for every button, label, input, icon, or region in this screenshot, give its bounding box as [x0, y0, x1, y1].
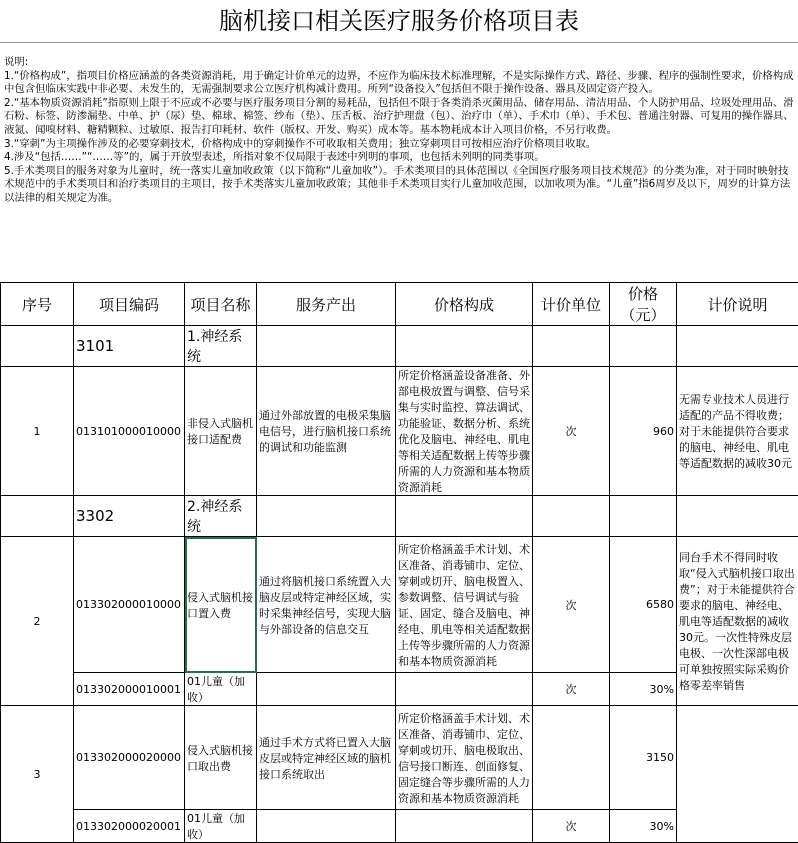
cell-name[interactable]: 非侵入式脑机接口适配费: [185, 367, 257, 496]
header-composition[interactable]: 价格构成: [396, 283, 533, 326]
cell-name[interactable]: 侵入式脑机接口取出费: [185, 706, 257, 810]
cell-code[interactable]: 013302000010001: [74, 673, 185, 706]
group-name[interactable]: 2.神经系统: [185, 496, 257, 537]
header-output[interactable]: 服务产出: [257, 283, 396, 326]
cell-price[interactable]: 6580: [610, 537, 677, 673]
group-row: [1, 496, 798, 537]
note-item: 5.手术类项目的服务对象为儿童时，统一落实儿童加收政策（以下简称“儿童加收”）。手术类项目的具体范围以《全国医疗服务项目技术规范》的分类为准，对于同时映射技术规范中的手术类项目和治疗类项目的主项目，按手术类落实儿童加收政策；其他非手术类项目实行儿童加收范围，以加收项为准。“儿童”指6周岁及以下，周岁的计算方法以法律的相关规定为准。: [4, 165, 794, 206]
cell-composition[interactable]: 所定价格涵盖设备准备、外部电极放置与调整、信号采集与实时监控、算法调试、功能验证、数据分析、系统优化及脑电、神经电、肌电等相关适配数据上传等步骤所需的人力资源和基本物质资源消耗: [396, 367, 533, 496]
cell-unit[interactable]: 次: [533, 537, 610, 673]
notes-heading: 说明:: [4, 56, 794, 70]
header-unit[interactable]: 计价单位: [533, 283, 610, 326]
group-row: [1, 326, 798, 367]
header-name[interactable]: 项目名称: [185, 283, 257, 326]
notes-section: [4, 56, 794, 206]
cell-note[interactable]: 同台手术不得同时收取“侵入式脑机接口取出费”；对于未能提供符合要求的脑电、神经电、肌电等适配数据的减收30元。一次性特殊皮层电极、一次性深部电极可单独按照实际采购价格零差率销售: [677, 537, 798, 706]
cell-unit[interactable]: 次: [533, 673, 610, 706]
header-note[interactable]: 计价说明: [677, 283, 798, 326]
cell-code[interactable]: 013302000020000: [74, 706, 185, 810]
header-code[interactable]: 项目编码: [74, 283, 185, 326]
note-item: 2.“基本物质资源消耗”指原则上限于不应或不必要与医疗服务项目分割的易耗品，包括但不限于各类消杀灭菌用品、储存用品、清洁用品、个人防护用品、垃圾处理用品、滑石粉、标签、防渗漏垫、中单、护（尿）垫、棉球、棉签、纱布（垫）、压舌板、治疗护理盘（包）、治疗巾（单）、手术巾（单）、手术包、普通注射器、可复用的操作器具、液氮、闻嗅材料、糖精颗粒、过敏原、报告打印耗材、软件（版权、开发、购买）成本等。基本物耗成本计入项目价格，不另行收费。: [4, 97, 794, 138]
table-row: [1, 537, 798, 673]
cell-output[interactable]: 通过外部放置的电极采集脑电信号，进行脑机接口系统的调试和功能监测: [257, 367, 396, 496]
cell-code[interactable]: 013101000010000: [74, 367, 185, 496]
cell-note[interactable]: 无需专业技术人员进行适配的产品不得收费；对于未能提供符合要求的脑电、神经电、肌电等适配数据的减收30元: [677, 367, 798, 496]
cell-price[interactable]: 3150: [610, 706, 677, 810]
cell-seq[interactable]: 2: [1, 537, 74, 706]
cell-price[interactable]: 30%: [610, 810, 677, 843]
table-header-row: [1, 283, 798, 326]
group-name[interactable]: 1.神经系统: [185, 326, 257, 367]
page-title: 脑机接口相关医疗服务价格项目表: [0, 0, 798, 43]
price-table: [0, 282, 798, 843]
cell-unit[interactable]: [533, 706, 610, 810]
cell-composition[interactable]: 所定价格涵盖手术计划、术区准备、消毒铺巾、定位、穿刺或切开、脑电极取出、信号接口断连、创面修复、固定缝合等步骤所需的人力资源和基本物质资源消耗: [396, 706, 533, 810]
note-item: 3.“穿刺”为主项操作涉及的必要穿刺技术，价格构成中的穿刺操作不可收取相关费用；独立穿刺项目可按相应治疗价格项目收取。: [4, 138, 794, 152]
cell-seq[interactable]: 3: [1, 706, 74, 843]
cell-name[interactable]: 01儿童（加收）: [185, 810, 257, 843]
cell-price[interactable]: 960: [610, 367, 677, 496]
cell-seq[interactable]: 1: [1, 367, 74, 496]
cell-output[interactable]: 通过将脑机接口系统置入大脑皮层或特定神经区域，实时采集神经信号，实现大脑与外部设备的信息交互: [257, 537, 396, 673]
cell-price[interactable]: 30%: [610, 673, 677, 706]
cell-unit[interactable]: 次: [533, 810, 610, 843]
cell-code[interactable]: 013302000010000: [74, 537, 185, 673]
note-item: 1.“价格构成”，指项目价格应涵盖的各类资源消耗，用于确定计价单元的边界，不应作为临床技术标准理解，不是实际操作方式、路径、步骤、程序的强制性要求，价格构成中包含但临床实践中非必要、未发生的，无需强制要求公立医疗机构减计费用。所列“设备投入”包括但不限于操作设备、器具及固定资产投入。: [4, 70, 794, 97]
header-seq[interactable]: 序号: [1, 283, 74, 326]
group-code[interactable]: 3302: [74, 496, 185, 537]
cell-name-selected[interactable]: 侵入式脑机接口置入费: [185, 537, 257, 673]
note-item: 4.涉及“包括……”“……等”的，属于开放型表述，所指对象不仅局限于表述中列明的事项，也包括未列明的同类事项。: [4, 151, 794, 165]
table-row: [1, 706, 798, 810]
cell-name[interactable]: 01儿童（加收）: [185, 673, 257, 706]
header-price[interactable]: 价格（元）: [610, 283, 677, 326]
cell-composition[interactable]: 所定价格涵盖手术计划、术区准备、消毒铺巾、定位、穿刺或切开、脑电极置入、参数调整、信号调试与验证、固定、缝合及脑电、神经电、肌电等相关适配数据上传等步骤所需的人力资源和基本物质资源消耗: [396, 537, 533, 673]
table-row: [1, 367, 798, 496]
group-code[interactable]: 3101: [74, 326, 185, 367]
cell-unit[interactable]: 次: [533, 367, 610, 496]
cell-output[interactable]: 通过手术方式将已置入大脑皮层或特定神经区域的脑机接口系统取出: [257, 706, 396, 810]
cell-code[interactable]: 013302000020001: [74, 810, 185, 843]
